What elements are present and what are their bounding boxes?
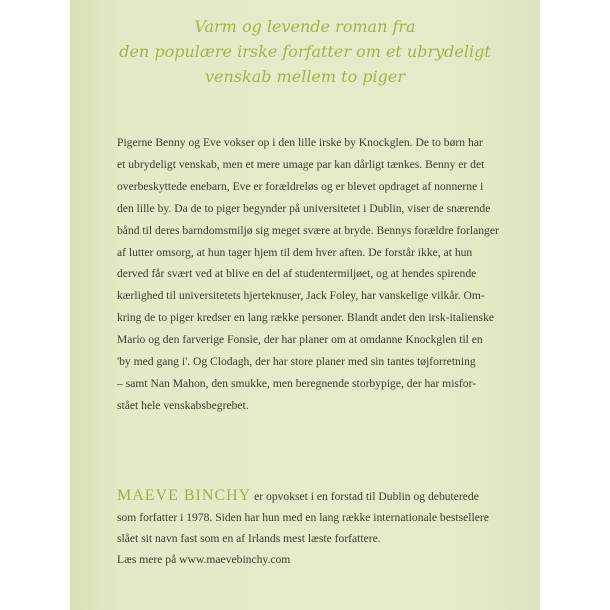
synopsis-line: den lille by. Da de to piger begynder på universitetet i Dublin, viser de snærende [117, 201, 491, 215]
bio-line: slået sit navn fast som en af Irlands mest læste forfattere. [117, 532, 381, 545]
bio-line: som forfatter i 1978. Siden har hun med en lang række internationale bestsellere [117, 511, 489, 524]
synopsis-line: – samt Nan Mahon, den smukke, men beregnende storbypige, der har misfor- [117, 376, 477, 390]
synopsis-line: derved får svært ved at blive en del af studentermiljøet, og at hendes spirende [117, 267, 477, 281]
synopsis-line: kring de to piger kredser en lang række personer. Blandt andet den irsk-italienske [117, 311, 495, 325]
tagline-line: den populære irske forfatter om et ubrydeligt [119, 42, 491, 61]
tagline [70, 14, 540, 89]
background-margin [540, 0, 610, 610]
synopsis-line: Pigerne Benny og Eve vokser op i den lille irske by Knockglen. De to børn har [117, 136, 483, 149]
bio-first-line [117, 485, 515, 507]
synopsis-line: kærlighed til universitetets hjerteknuser, Jack Foley, har vanskelige vilkår. Om- [117, 289, 485, 303]
bio-line: er opvokset i en forstad til Dublin og debuterede [251, 490, 479, 503]
synopsis-line: overbeskyttede enebarn, Eve er forældreløs og er blevet opdraget af nonnerne i [117, 179, 484, 193]
synopsis-line: af lutter omsorg, at hun tager hjem til dem hver aften. De forstår ikke, at hun [117, 245, 473, 259]
author-bio [117, 485, 515, 570]
book-back-cover [70, 0, 540, 610]
synopsis-line: bånd til deres barndomsmiljø sig meget svære at bryde. Bennys forældre forlanger [117, 223, 499, 237]
synopsis [117, 132, 515, 417]
tagline-line: Varm og levende roman fra [194, 17, 416, 36]
bio-website-line: Læs mere på www.maevebinchy.com [117, 553, 291, 566]
tagline-line: venskab mellem to piger [204, 67, 406, 86]
synopsis-line: stået hele venskabsbegrebet. [117, 398, 249, 412]
author-name: MAEVE BINCHY [117, 487, 252, 504]
synopsis-line: et ubrydeligt venskab, men et mere umage par kan dårligt tænkes. Benny er det [117, 157, 485, 171]
synopsis-line: 'by med gang i'. Og Clodagh, der har store planer med sin tantes tøjforretning [117, 355, 476, 369]
synopsis-line: Mario og den farverige Fonsie, der har planer om at omdanne Knockglen til en [117, 333, 483, 347]
